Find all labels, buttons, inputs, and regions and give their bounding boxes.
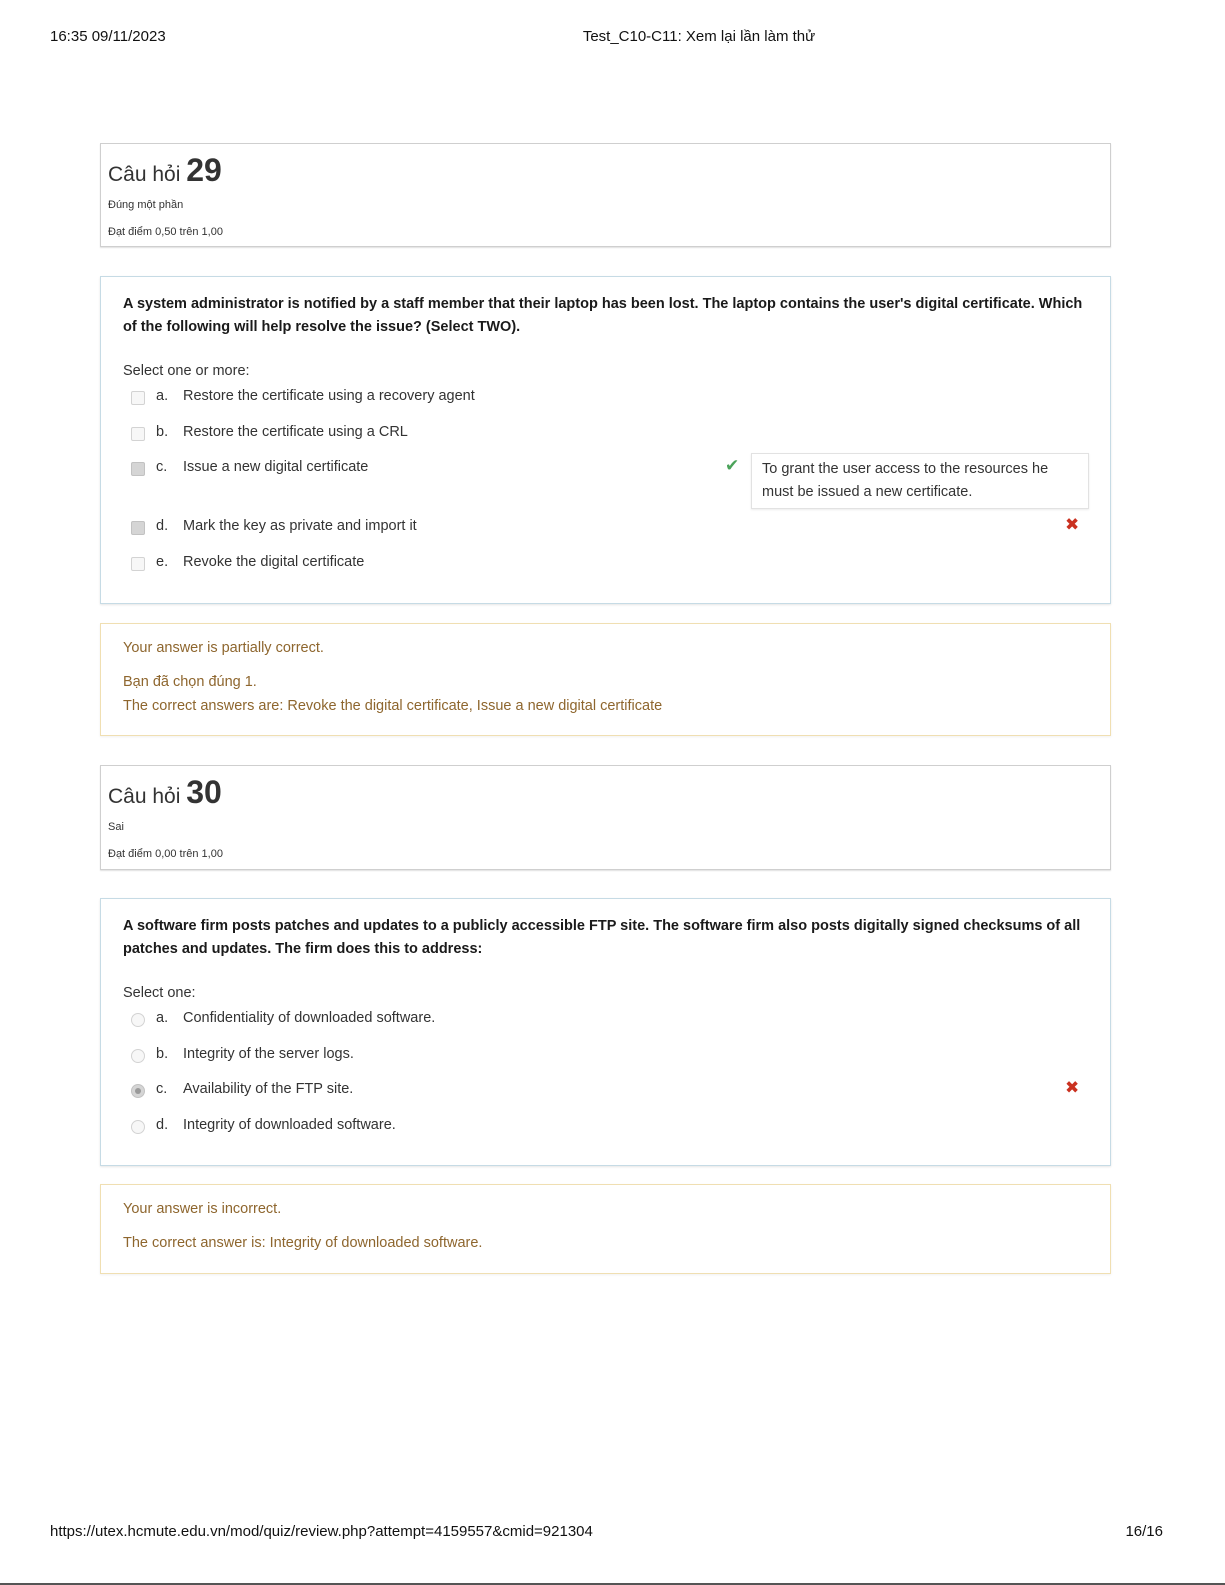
question-29-info bbox=[100, 143, 1111, 247]
q30-option-b: b. Integrity of the server logs. bbox=[123, 1045, 1088, 1081]
q29-option-c-checkbox[interactable] bbox=[131, 462, 145, 476]
q29-feedback-num-correct: Bạn đã chọn đúng 1. bbox=[123, 674, 257, 690]
q29-option-d-checkbox[interactable] bbox=[131, 521, 145, 535]
q29-specific-feedback: To grant the user access to the resources he must be issued a new certificate. bbox=[751, 453, 1089, 509]
question-30-feedback bbox=[100, 1184, 1111, 1274]
q30-feedback-overall: Your answer is incorrect. bbox=[123, 1201, 282, 1217]
q29-option-a-checkbox[interactable] bbox=[131, 391, 145, 405]
question-30-state: Sai bbox=[108, 821, 124, 833]
question-30-text: A software firm posts patches and updates to a publicly accessible FTP site. The software firm also posts digitally signed checksums of all patches and updates. The firm does this to address: bbox=[123, 918, 1081, 957]
q29-option-e: e. Revoke the digital certificate bbox=[123, 553, 1088, 589]
question-29-answers bbox=[123, 387, 1088, 588]
question-30-content bbox=[100, 898, 1111, 1166]
question-30-info bbox=[100, 765, 1111, 870]
q30-option-c-radio[interactable] bbox=[131, 1084, 145, 1098]
question-30-answers bbox=[123, 1009, 1088, 1151]
question-30-number: Câu hỏi 30 bbox=[108, 774, 222, 810]
q29-option-d: d. Mark the key as private and import it ✖ bbox=[123, 517, 1088, 553]
q30-option-a-radio[interactable] bbox=[131, 1013, 145, 1027]
q30-option-d: d. Integrity of downloaded software. bbox=[123, 1116, 1088, 1152]
q29-feedback-right-answer: The correct answers are: Revoke the digital certificate, Issue a new digital certificate bbox=[123, 698, 663, 714]
print-page-title: Test_C10-C11: Xem lại lần làm thử bbox=[582, 28, 816, 45]
q30-option-a: a. Confidentiality of downloaded software. bbox=[123, 1009, 1088, 1045]
q29-option-a: a. Restore the certificate using a recovery agent bbox=[123, 387, 1088, 423]
print-url: https://utex.hcmute.edu.vn/mod/quiz/review.php?attempt=4159557&cmid=921304 bbox=[50, 1523, 593, 1540]
q29-option-c: c. Issue a new digital certificate ✔ To grant the user access to the resources he must be issued a new certificate. bbox=[123, 458, 1088, 517]
q29-option-e-checkbox[interactable] bbox=[131, 557, 145, 571]
incorrect-cross-icon: ✖ bbox=[1065, 1078, 1080, 1097]
q29-feedback-overall: Your answer is partially correct. bbox=[123, 640, 324, 656]
q30-feedback-right-answer: The correct answer is: Integrity of downloaded software. bbox=[123, 1235, 483, 1251]
question-29-state: Đúng một phần bbox=[108, 199, 184, 211]
question-29-feedback bbox=[100, 623, 1111, 736]
print-datetime: 16:35 09/11/2023 bbox=[50, 28, 166, 45]
q30-option-d-radio[interactable] bbox=[131, 1120, 145, 1134]
incorrect-cross-icon: ✖ bbox=[1065, 515, 1080, 534]
question-29-grade: Đạt điểm 0,50 trên 1,00 bbox=[108, 226, 223, 238]
q30-option-b-radio[interactable] bbox=[131, 1049, 145, 1063]
question-30-grade: Đạt điểm 0,00 trên 1,00 bbox=[108, 848, 223, 860]
q29-option-b-checkbox[interactable] bbox=[131, 427, 145, 441]
question-30-prompt: Select one: bbox=[123, 985, 196, 1001]
question-29-prompt: Select one or more: bbox=[123, 363, 250, 379]
correct-check-icon: ✔ bbox=[725, 456, 740, 475]
question-29-text: A system administrator is notified by a staff member that their laptop has been lost. The laptop contains the user's digital certificate. Which of the following will help resolve the issue? (Select TWO). bbox=[123, 296, 1083, 335]
print-page-number: 16/16 bbox=[1125, 1523, 1163, 1540]
q30-option-c: c. Availability of the FTP site. ✖ bbox=[123, 1080, 1088, 1116]
question-29-number: Câu hỏi 29 bbox=[108, 152, 222, 188]
question-29-content bbox=[100, 276, 1111, 604]
q29-option-b: b. Restore the certificate using a CRL bbox=[123, 423, 1088, 459]
